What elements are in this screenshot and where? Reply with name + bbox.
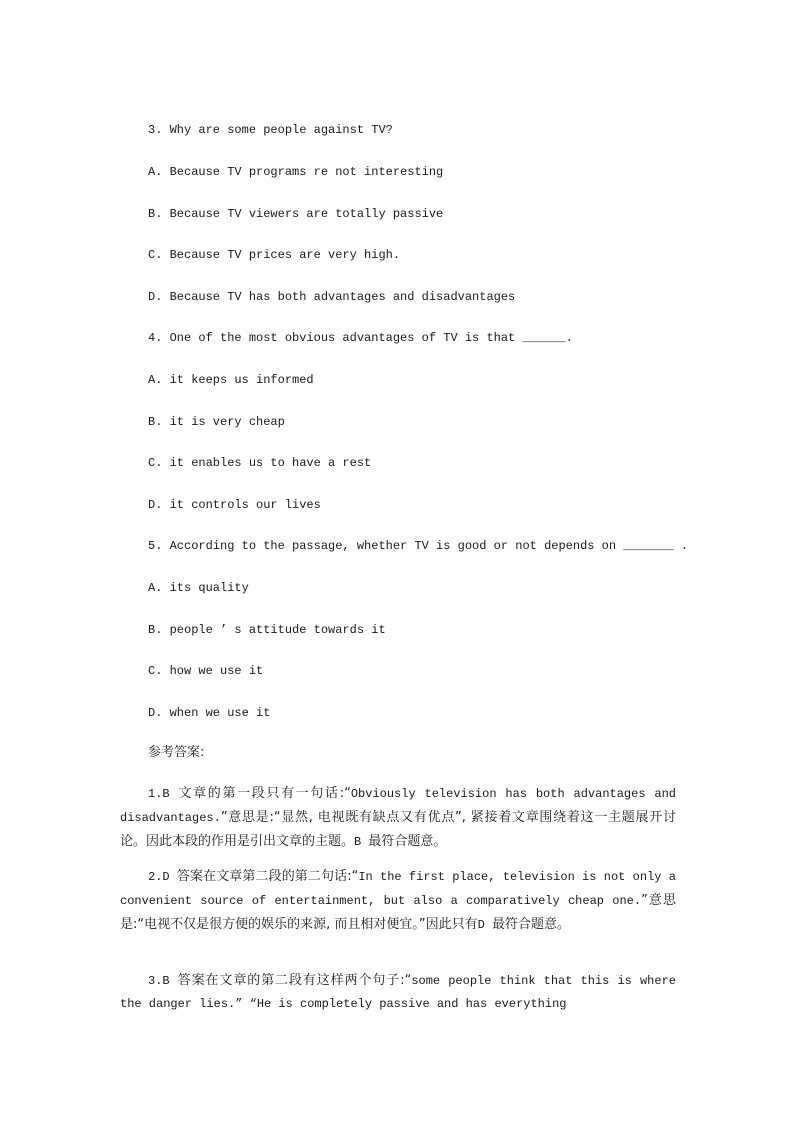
answer-key-heading: 参考答案:	[148, 745, 205, 760]
question-4-option-b: B. it is very cheap	[148, 415, 285, 429]
answer-2-intro: 答案在文章第二段的第二句话:“	[176, 869, 359, 884]
answer-2-explanation: ”意思是:“电视不仅是很方便的娱乐的来源, 而且相对便宜。”因此只有	[120, 893, 676, 932]
answer-1-choice: B	[354, 835, 369, 849]
answer-2-conclusion: 最符合题意。	[492, 917, 571, 932]
question-5-option-b: B. people ’ s attitude towards it	[148, 623, 386, 637]
question-3-option-a: A. Because TV programs re not interesting	[148, 165, 444, 179]
answer-3-label: 3.B	[148, 974, 178, 988]
answer-1-explanation: ”意思是:“显然, 电视既有缺点又有优点”, 紧接着文章围绕着这一主题展开讨论。因此本段的作用是引出文章的主题。	[120, 810, 676, 849]
answer-2-quote: In the first place, television is not only a convenient source of entertainment, but also a comparatively cheap one.	[120, 870, 676, 908]
question-4-stem: 4. One of the most obvious advantages of TV is that ______.	[148, 331, 573, 345]
question-3-option-b: B. Because TV viewers are totally passive	[148, 207, 444, 221]
answer-1-intro: 文章的第一段只有一句话:“	[178, 786, 351, 801]
question-4-option-a: A. it keeps us informed	[148, 373, 314, 387]
answer-1-quote: Obviously television has both advantages and disadvantages.	[120, 787, 676, 825]
question-3-option-d: D. Because TV has both advantages and disadvantages	[148, 290, 516, 304]
question-4-option-d: D. it controls our lives	[148, 498, 321, 512]
question-5-stem: 5. According to the passage, whether TV is good or not depends on _______ .	[148, 539, 689, 553]
answer-1-conclusion: 最符合题意。	[368, 834, 447, 849]
question-4-option-c: C. it enables us to have a rest	[148, 456, 372, 470]
answer-1-paragraph	[120, 782, 676, 854]
answer-2-choice: D	[477, 918, 493, 932]
answer-2-paragraph	[120, 865, 676, 937]
answer-3-quote-2: “He is completely passive and has everything	[242, 997, 567, 1011]
question-3-option-c: C. Because TV prices are very high.	[148, 248, 401, 262]
answer-2-label: 2.D	[148, 870, 177, 884]
answer-1-label: 1.B	[148, 787, 179, 801]
answer-3-paragraph	[120, 969, 676, 1016]
question-5-option-a: A. its quality	[148, 581, 249, 595]
question-5-option-d: D. when we use it	[148, 706, 271, 720]
answer-3-intro: 答案在文章的第二段有这样两个句子:“	[177, 973, 412, 988]
question-3-stem: 3. Why are some people against TV?	[148, 123, 393, 137]
answer-3-quote-1: some people think that this is where the danger lies.”	[120, 974, 676, 1011]
question-5-option-c: C. how we use it	[148, 664, 264, 678]
